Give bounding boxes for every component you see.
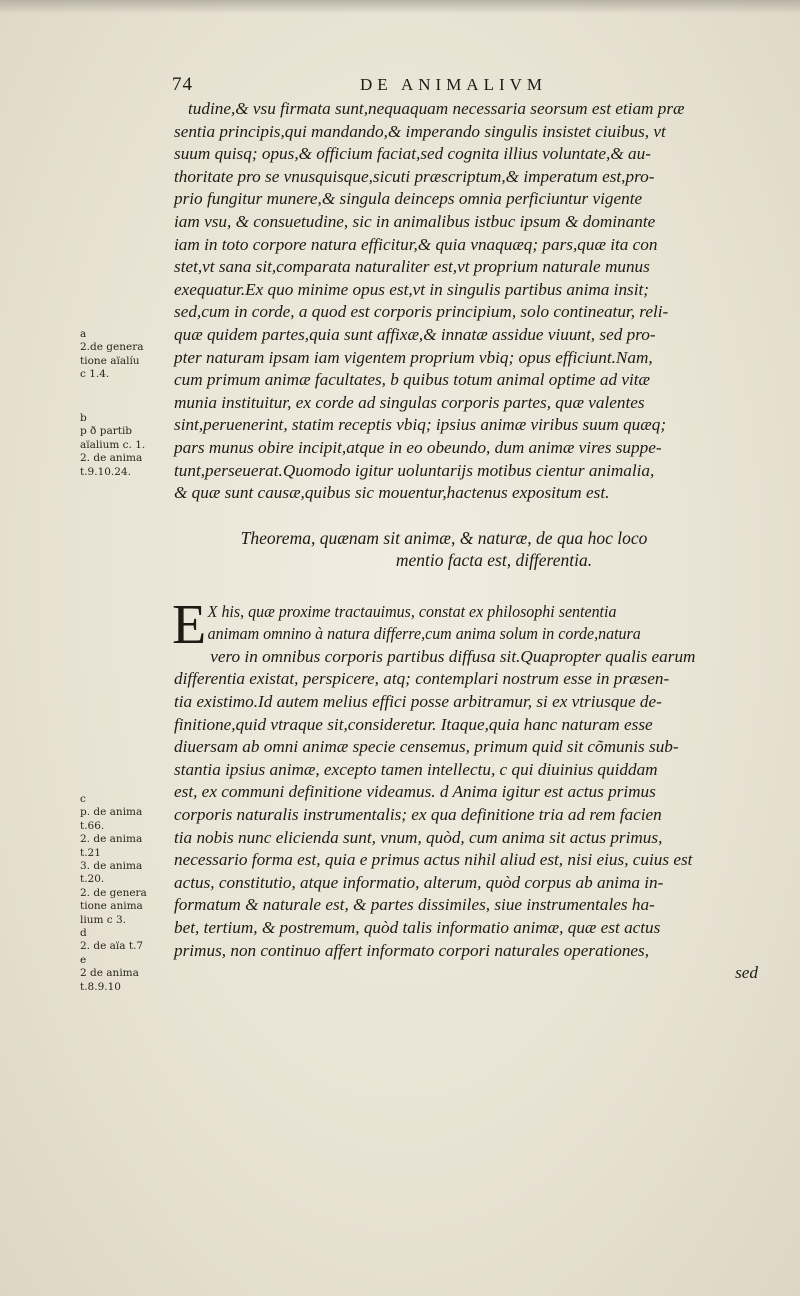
text-line: suum quisq; opus,& officium faciat,sed cognita illius voluntate,& au- [174, 144, 651, 164]
body-text [174, 98, 774, 985]
running-head: DE ANIMALIVM [360, 75, 548, 94]
text-line: differentia existat, perspicere, atq; contemplari nostrum esse in præsen- [174, 669, 670, 689]
marginal-note-a [80, 328, 143, 382]
text-line: cum primum animæ facultates, b quibus totum animal optime ad vitæ [174, 370, 650, 390]
paragraph-2 [172, 593, 774, 985]
marginal-note-line: 2. de anima [80, 452, 143, 465]
theorem-heading [174, 527, 774, 571]
marginal-note-line: t.66. [80, 819, 105, 832]
marginal-note-line: 3. de anima [80, 860, 143, 873]
page-edge-shadow [0, 0, 800, 14]
catchword: sed [735, 963, 758, 983]
text-line: X his, quæ proxime tractauimus, constat ex philosophi sententia [207, 601, 617, 621]
text-line: stantia ipsius animæ, excepto tamen intellectu, c qui diuinius quiddam [174, 759, 658, 779]
text-line: primus, non continuo affert informato corpori naturales operationes, [174, 940, 650, 960]
marginal-note-line: t.9.10.24. [80, 465, 131, 478]
text-line: exequatur.Ex quo minime opus est,vt in singulis partibus anima insit; [174, 279, 650, 299]
text-line: sed,cum in corde, a quod est corporis principium, solo contineatur, reli- [174, 302, 669, 322]
marginal-note-line: c [80, 793, 86, 805]
text-line: animam omnino à natura differre,cum anima solum in corde,natura [207, 624, 641, 644]
marginal-note-line: 2 de anima [80, 967, 139, 980]
marginal-note-line: e [80, 953, 87, 966]
text-line: iam in toto corpore natura efficitur,& quia vnaquæq; pars,quæ ita con [174, 234, 658, 254]
text-line: munia instituitur, ex corde ad singulas corporis partes, quæ valentes [174, 392, 645, 412]
text-line: finitione,quid vtraque sit,consideretur. Itaque,quia hanc naturam esse [174, 714, 653, 734]
text-line: pars munus obire incipit,atque in eo obeundo, dum animæ vires suppe- [174, 437, 662, 457]
text-line: sint,peruenerint, statim receptis vbiq; ipsius animæ viribus suum quæq; [174, 415, 667, 435]
text-line: actus, constitutio, atque informatio, alterum, quòd corpus ab anima in- [174, 872, 664, 892]
text-line: sentia principis,qui mandando,& imperando singulis insistet ciuibus, vt [174, 121, 666, 141]
text-line: quæ quidem partes,quia sunt affixæ,& innatæ assidue viuunt, sed pro- [174, 324, 656, 344]
marginal-note-line: t.8.9.10 [80, 980, 121, 993]
marginal-note-line: b [80, 412, 87, 424]
marginal-note-line: lium c 3. [80, 913, 127, 926]
page-header [0, 74, 800, 98]
marginal-note-line: c 1.4. [80, 368, 110, 381]
marginal-note-line: d [80, 927, 87, 940]
marginal-note-line: 2. de aïa t.7 [80, 940, 144, 953]
drop-cap-initial: E [172, 593, 207, 656]
page-number: 74 [172, 74, 193, 95]
text-line: corporis naturalis instrumentalis; ex qua definitione tria ad rem facien [174, 805, 662, 825]
marginal-note-line: 2. de anima [80, 833, 143, 846]
text-line: est, ex communi definitione videamus. d Anima igitur est actus primus [174, 782, 656, 802]
text-line: tia nobis nunc elicienda sunt, vnum, quòd, cum anima sit actus primus, [174, 827, 663, 847]
text-line: tudine,& vsu firmata sunt,nequaquam necessaria seorsum est etiam præ [188, 99, 685, 118]
text-line: bet, tertium, & postremum, quòd talis informatio animæ, quæ est actus [174, 918, 661, 937]
text-line: & quæ sunt causæ,quibus sic mouentur,hactenus expositum est. [174, 483, 610, 503]
marginal-note-line: aïalium c. 1. [80, 438, 146, 451]
marginal-note-line: tione anima [80, 900, 143, 913]
marginal-note-line: 2. de genera [80, 886, 147, 899]
text-line: thoritate pro se vnusquisque,sicuti præscriptum,& imperatum est,pro- [174, 166, 655, 186]
text-line: prio fungitur munere,& singula deinceps omnia perficiuntur vigente [174, 189, 643, 209]
paragraph-1 [174, 98, 774, 505]
text-line: pter naturam ipsam iam vigentem proprium vbiq; opus efficiunt.Nam, [174, 347, 653, 367]
marginal-note-line: tione aïalíu [80, 354, 140, 367]
marginal-note-c-e [80, 793, 147, 994]
marginal-note-line: 2.de genera [80, 341, 144, 354]
text-line: stet,vt sana sit,comparata naturaliter est,vt proprium naturale munus [174, 257, 650, 277]
text-line: necessario forma est, quia e primus actus nihil aliud est, nisi eius, cuius est [174, 850, 693, 870]
text-line: tunt,perseuerat.Quomodo igitur uoluntarijs motibus cientur animalia, [174, 460, 655, 480]
marginal-note-line: t.20. [80, 873, 105, 886]
text-line: vero in omnibus corporis partibus diffusa sit.Quapropter qualis earum [210, 646, 696, 666]
marginal-note-b [80, 412, 145, 479]
marginal-note-line: t.21 [80, 846, 101, 859]
text-line: tia existimo.Id autem melius effici posse arbitramur, si ex vtriusque de- [174, 692, 662, 712]
marginal-note-line: p ð partib [80, 425, 133, 438]
text-line: diuersam ab omni animæ specie censemus, primum quid sit cõmunis sub- [174, 737, 679, 757]
marginal-note-line: a [80, 328, 87, 340]
text-line: iam vsu, & consuetudine, sic in animalibus istbuc ipsum & dominante [174, 211, 656, 231]
marginal-note-line: p. de anima [80, 806, 143, 819]
text-line: formatum & naturale est, & partes dissimiles, siue instrumentales ha- [174, 895, 655, 915]
heading-line-2: mentio facta est, differentia. [395, 549, 593, 570]
heading-line-1: Theorema, quænam sit animæ, & naturæ, de qua hoc loco [240, 527, 648, 548]
